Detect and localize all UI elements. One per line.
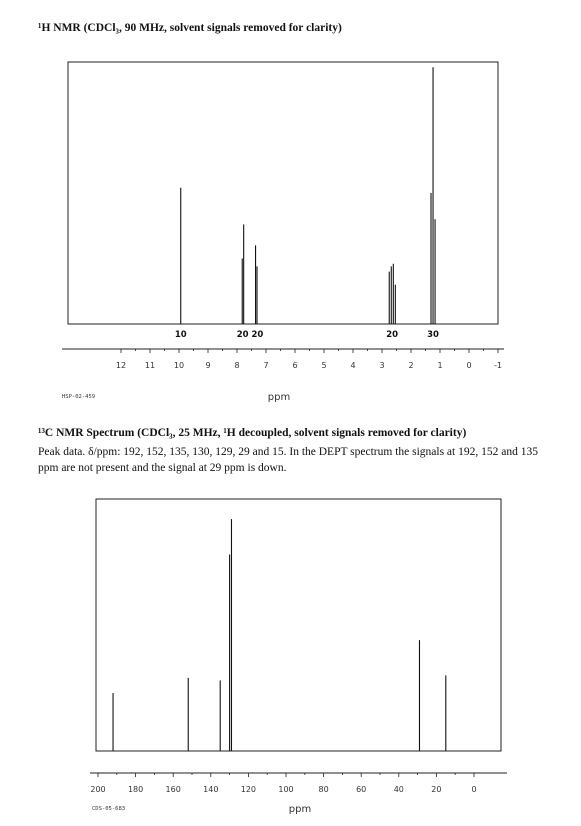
h1-tick-label-0: 12 [115, 361, 127, 370]
h1-spectrum-code: HSP-02-459 [62, 394, 96, 400]
c13-nmr-title: ¹³C NMR Spectrum (CDCl₃, 25 MHz, ¹H decoupled, solvent signals removed for clarity) [38, 427, 467, 439]
c13-spectrum-code: CDS-05-683 [92, 806, 126, 812]
h1-tick-label-2: 10 [173, 361, 185, 370]
c13-tick-label-4: 120 [240, 785, 257, 794]
h1-integration-0: 10 [174, 330, 187, 340]
h1-tick-label-10: 2 [408, 361, 414, 370]
h1-integration-1: 20 20 [236, 330, 264, 340]
h1-tick-label-4: 8 [234, 361, 240, 370]
c13-tick-label-1: 180 [127, 785, 144, 794]
c13-nmr-spectrum [90, 499, 507, 815]
h1-tick-label-13: -1 [494, 361, 502, 370]
c13-xaxis-label: ppm [288, 804, 312, 815]
c13-tick-label-7: 60 [356, 785, 367, 794]
h1-tick-label-1: 11 [144, 361, 156, 370]
c13-tick-label-2: 160 [165, 785, 181, 794]
h1-tick-label-8: 4 [350, 361, 356, 370]
h1-tick-label-11: 1 [437, 361, 443, 370]
c13-peak-data: Peak data. δ/ppm: 192, 152, 135, 130, 129, 29 and 15. In the DEPT spectrum the signals at 192, 152 and 135 ppm are not present and the signal at 29 ppm is down. [38, 446, 538, 474]
h1-tick-label-3: 9 [205, 361, 211, 370]
h1-integration-3: 30 [427, 330, 439, 340]
c13-tick-label-10: 0 [471, 785, 477, 794]
h1-tick-label-12: 0 [466, 361, 472, 370]
c13-tick-label-9: 20 [431, 785, 442, 794]
c13-plot-frame [96, 499, 501, 751]
c13-tick-label-5: 100 [278, 785, 294, 794]
h1-xaxis-label: ppm [267, 392, 291, 403]
c13-tick-label-6: 80 [318, 785, 329, 794]
h1-tick-label-6: 6 [292, 361, 298, 370]
h1-tick-label-5: 7 [263, 361, 269, 370]
c13-tick-label-0: 200 [90, 785, 106, 794]
h1-nmr-title: ¹H NMR (CDCl₃, 90 MHz, solvent signals removed for clarity) [38, 22, 342, 34]
c13-tick-label-8: 40 [393, 785, 404, 794]
h1-nmr-spectrum [62, 62, 504, 403]
h1-integration-2: 20 [386, 330, 399, 340]
h1-tick-label-7: 5 [321, 361, 327, 370]
c13-tick-label-3: 140 [203, 785, 219, 794]
h1-tick-label-9: 3 [379, 361, 385, 370]
